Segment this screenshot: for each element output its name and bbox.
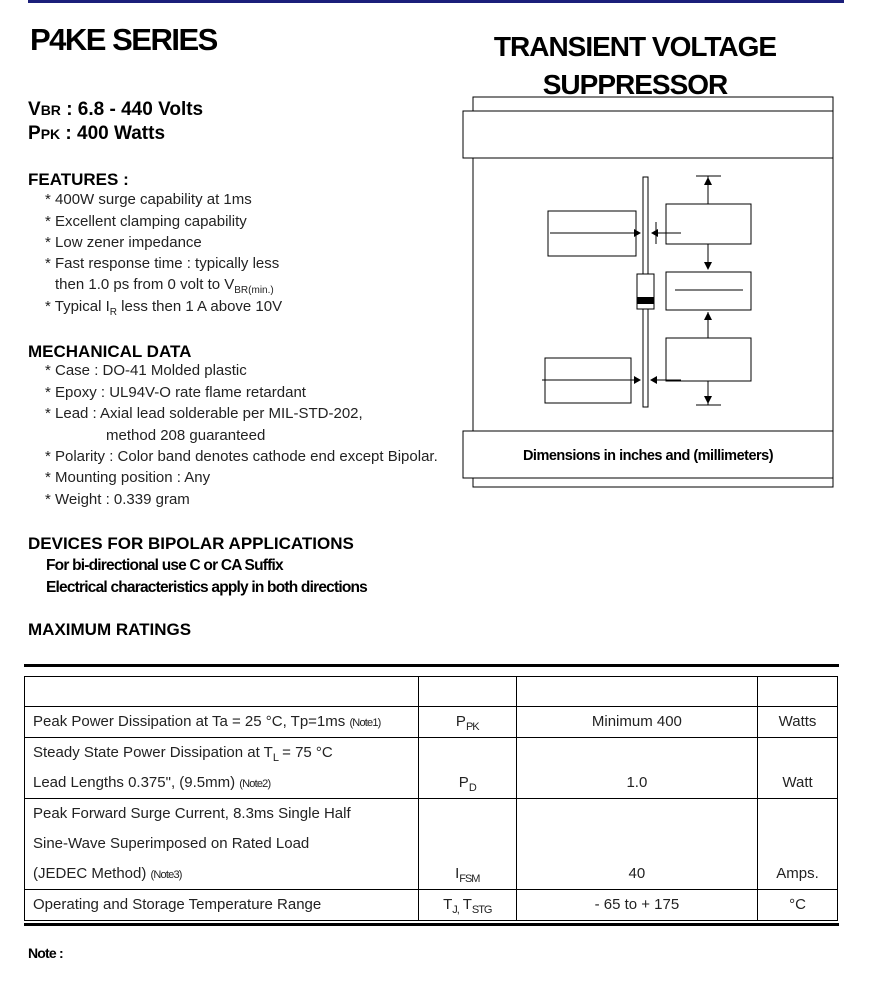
feature-item-text: less then 1 A above 10V (117, 298, 283, 315)
vbr-symbol: V (28, 99, 41, 120)
feature-item (45, 298, 282, 318)
header-cell (758, 677, 838, 707)
table-row (25, 707, 838, 738)
symbol-sub: J, (452, 904, 459, 916)
rating-symbol (418, 738, 516, 799)
symbol-sub: D (468, 782, 476, 794)
unit-text: Watt (782, 774, 813, 791)
rating-description (25, 799, 419, 890)
feature-item: * Excellent clamping capability (45, 213, 247, 230)
table-bottom-rule (24, 923, 839, 926)
value-text: 40 (628, 865, 646, 882)
table-top-rule (24, 664, 839, 667)
rating-unit (758, 707, 838, 738)
header-cell (418, 677, 516, 707)
feature-item: * 400W surge capability at 1ms (45, 191, 252, 208)
mechanical-item: * Polarity : Color band denotes cathode end except Bipolar. (45, 448, 438, 465)
rating-unit (758, 738, 838, 799)
rating-text: Peak Power Dissipation at Ta = 25 °C, Tp=1ms (33, 713, 350, 730)
feature-item-text: then 1.0 ps from 0 volt to V (55, 276, 235, 293)
arrow-icon (704, 177, 712, 185)
mechanical-item: * Mounting position : Any (45, 469, 211, 486)
top-rule (28, 0, 844, 3)
arrow-icon (650, 376, 657, 384)
dimension-box (666, 338, 751, 381)
bipolar-line: Electrical characteristics apply in both directions (46, 579, 367, 596)
bipolar-heading: DEVICES FOR BIPOLAR APPLICATIONS (28, 534, 354, 553)
dimension-box (666, 204, 751, 244)
rating-text: (JEDEC Method) (33, 865, 151, 882)
mechanical-item: * Lead : Axial lead solderable per MIL-STD-202, (45, 405, 363, 422)
rating-sub: L (272, 752, 278, 764)
symbol-text: P (458, 774, 469, 791)
ppk-spec (28, 123, 165, 145)
rating-value (516, 707, 757, 738)
product-title-line2: SUPPRESSOR (542, 69, 728, 100)
cathode-band (637, 297, 654, 304)
mechanical-item: * Epoxy : UL94V-O rate flame retardant (45, 384, 306, 401)
symbol-text: T (458, 896, 472, 913)
value-text: Minimum 400 (591, 713, 682, 730)
rating-symbol (418, 799, 516, 890)
vbr-value: : 6.8 - 440 Volts (60, 99, 204, 120)
vbr-spec (28, 99, 203, 121)
ppk-symbol-sub: PK (40, 126, 61, 142)
arrow-icon (651, 229, 658, 237)
ppk-value: : 400 Watts (60, 123, 166, 144)
table-header-row (25, 677, 838, 707)
rating-text: = 75 °C (277, 744, 333, 761)
features-heading: FEATURES : (28, 170, 129, 189)
rating-symbol (418, 707, 516, 738)
series-title: P4KE SERIES (30, 22, 217, 57)
symbol-text: P (455, 713, 466, 730)
product-title (470, 28, 800, 104)
feature-item: * Low zener impedance (45, 234, 202, 251)
ppk-symbol: P (28, 123, 41, 144)
diagram-caption: Dimensions in inches and (millimeters) (522, 448, 774, 464)
rating-text: Peak Forward Surge Current, 8.3ms Single Half (33, 805, 351, 822)
rating-text: Lead Lengths 0.375", (9.5mm) (33, 774, 240, 791)
ratings-table (24, 676, 838, 921)
bipolar-line: For bi-directional use C or CA Suffix (46, 557, 283, 574)
mechanical-item: * Weight : 0.339 gram (45, 491, 190, 508)
arrow-icon (634, 376, 641, 384)
rating-text: Operating and Storage Temperature Range (33, 896, 322, 913)
arrow-icon (704, 312, 712, 320)
unit-text: Amps. (776, 865, 819, 882)
arrow-icon (704, 396, 712, 404)
table-row (25, 890, 838, 921)
package-diagram (460, 94, 840, 494)
rating-text: Steady State Power Dissipation at T (33, 744, 273, 761)
rating-description (25, 707, 419, 738)
value-text: 1.0 (626, 774, 648, 791)
rating-unit (758, 890, 838, 921)
value-text: - 65 to + 175 (594, 896, 680, 913)
note-ref: (Note3) (150, 869, 182, 881)
feature-item-sub: BR(min.) (234, 285, 274, 296)
feature-item-text: * Typical I (45, 298, 110, 315)
rating-text: Sine-Wave Superimposed on Rated Load (33, 835, 310, 852)
feature-item-sub: R (109, 307, 117, 318)
symbol-sub: FSM (459, 873, 480, 885)
rating-value (516, 890, 757, 921)
rating-unit (758, 799, 838, 890)
unit-text: Watts (778, 713, 817, 730)
header-cell (516, 677, 757, 707)
unit-text: °C (789, 896, 806, 913)
note-ref: (Note1) (349, 717, 381, 729)
note-ref: (Note2) (239, 778, 271, 790)
feature-item: * Fast response time : typically less (45, 255, 280, 272)
mechanical-heading: MECHANICAL DATA (28, 342, 192, 361)
table-row (25, 738, 838, 799)
arrow-icon (704, 262, 712, 270)
vbr-symbol-sub: BR (40, 102, 61, 118)
arrow-icon (634, 229, 641, 237)
dimension-box (666, 272, 751, 310)
symbol-text: I (455, 865, 460, 882)
diagram-top-band (463, 111, 833, 158)
rating-symbol (418, 890, 516, 921)
product-title-line1: TRANSIENT VOLTAGE (493, 31, 777, 62)
header-cell (25, 677, 419, 707)
ratings-heading: MAXIMUM RATINGS (28, 620, 192, 639)
rating-description (25, 890, 419, 921)
rating-value (516, 738, 757, 799)
mechanical-item: * Case : DO-41 Molded plastic (45, 362, 247, 379)
rating-description (25, 738, 419, 799)
note-label: Note : (28, 945, 63, 961)
symbol-text: T (443, 896, 453, 913)
symbol-sub: PK (465, 721, 479, 733)
mechanical-item: method 208 guaranteed (106, 427, 266, 444)
rating-value (516, 799, 757, 890)
table-row (25, 799, 838, 890)
feature-item (55, 276, 274, 296)
symbol-sub: STG (471, 904, 492, 916)
